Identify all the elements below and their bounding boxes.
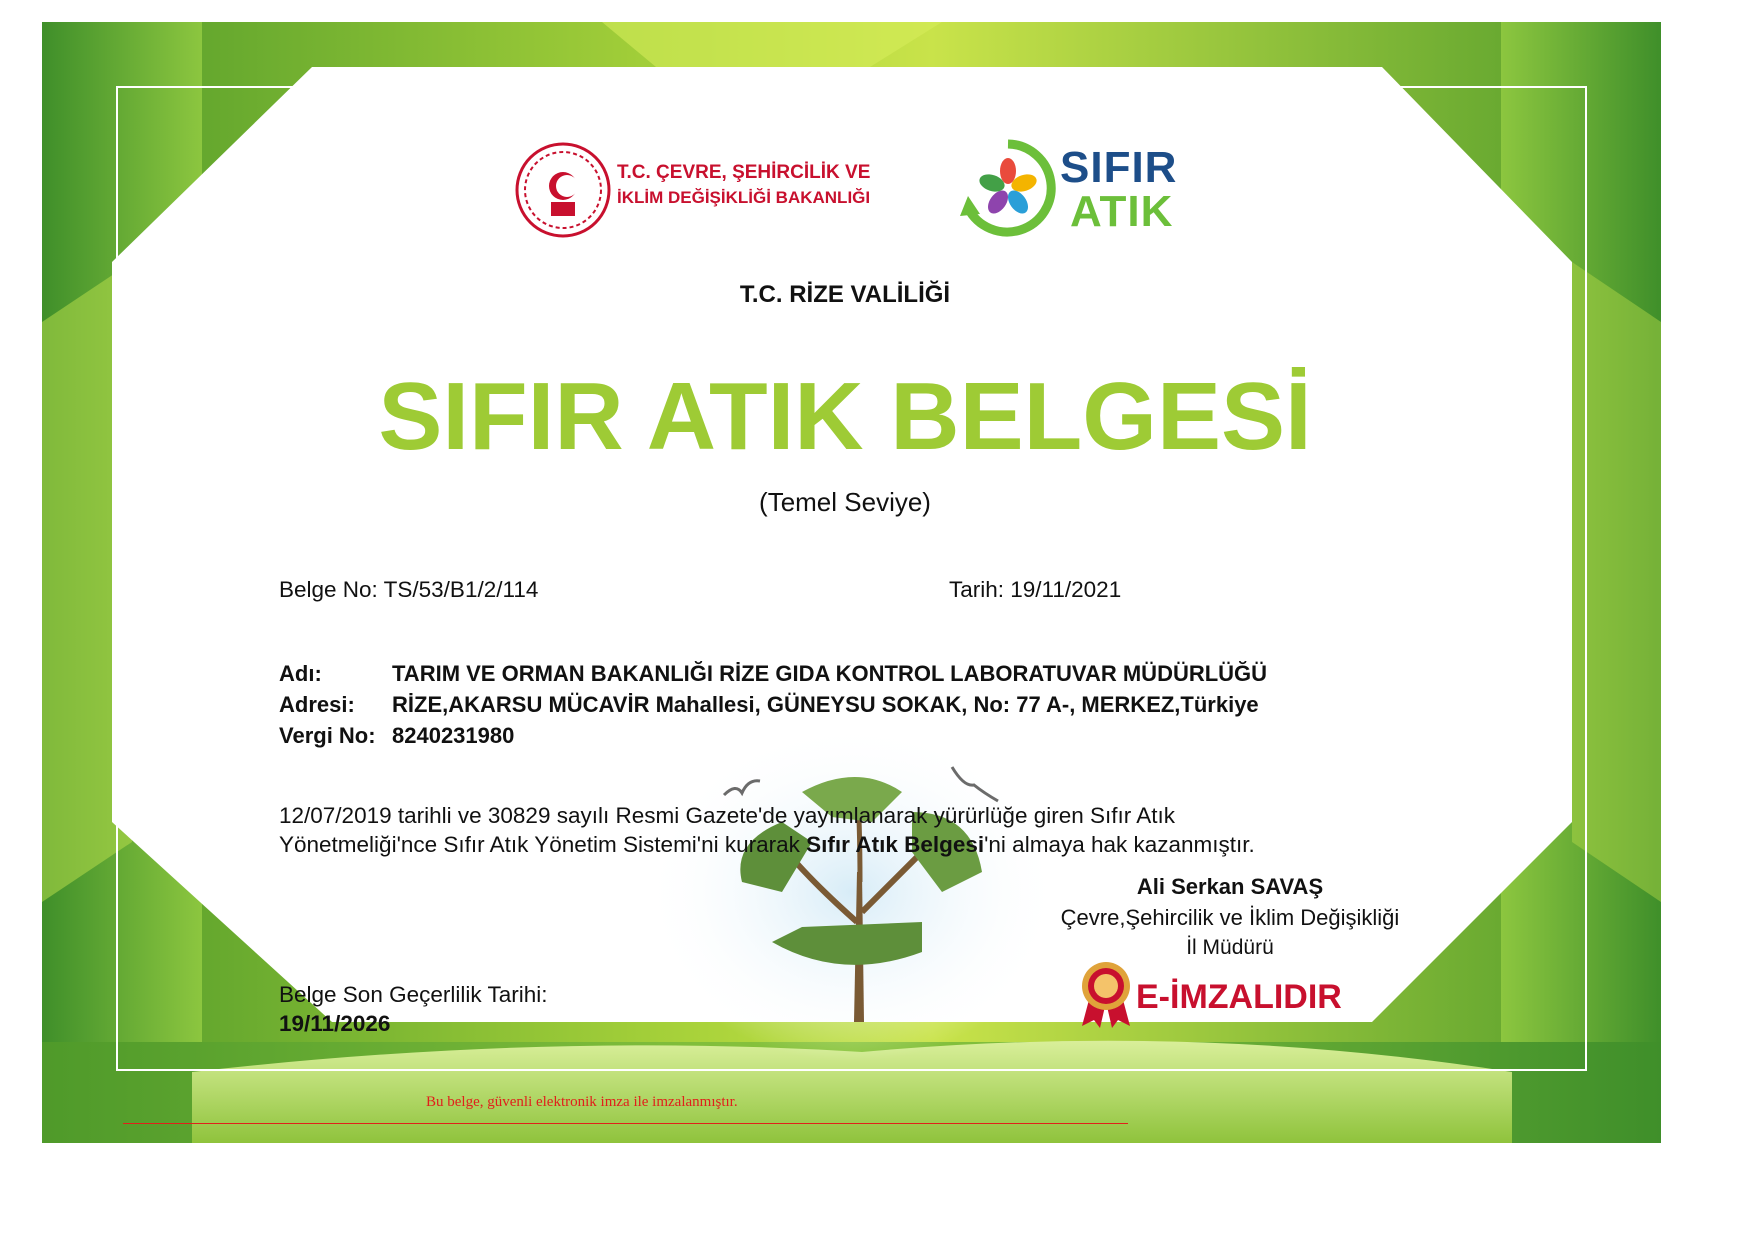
bird-icon [722,775,762,805]
ministry-emblem-icon [513,140,613,240]
sifir-atik-line1: SIFIR [1060,143,1178,192]
validity-date: 19/11/2026 [279,1011,391,1036]
e-signature-note: Bu belge, güvenli elektronik imza ile imzalanmıştır. [426,1094,738,1110]
sifir-atik-line2: ATIK [1070,187,1174,236]
statement-line2-pre: Yönetmeliği'nce Sıfır Atık Yönetim Sistemi'ni kurarak [279,832,807,857]
signatory-title1: Çevre,Şehircilik ve İklim Değişikliği [1060,905,1400,930]
seal-ribbon-icon [1078,960,1134,1030]
adi-label: Adı: [279,661,322,686]
authority-heading: T.C. RİZE VALİLİĞİ [739,281,951,308]
signatory-title2: İl Müdürü [1186,936,1274,959]
adi-value: TARIM VE ORMAN BAKANLIĞI RİZE GIDA KONTROL LABORATUVAR MÜDÜRLÜĞÜ [392,661,1268,686]
statement-line1: 12/07/2019 tarihli ve 30829 sayılı Resmi Gazete'de yayımlanarak yürürlüğe giren Sıfır Atık [279,803,1176,828]
certificate-level: (Temel Seviye) [759,487,931,517]
adresi-value: RİZE,AKARSU MÜCAVİR Mahallesi, GÜNEYSU SOKAK, No: 77 A-, MERKEZ,Türkiye [392,692,1259,717]
ministry-name-line2: İKLİM DEĞİŞİKLİĞİ BAKANLIĞI [617,188,871,207]
e-imza-badge [1078,960,1358,1030]
bird-icon [950,765,1000,805]
ministry-logo [513,140,893,240]
statement-line2-bold: Sıfır Atık Belgesi [806,832,985,857]
adresi-label: Adresi: [279,692,355,717]
ministry-name-line1: T.C. ÇEVRE, ŞEHİRCİLİK VE [617,162,871,183]
signatory-name: Ali Serkan SAVAŞ [1136,874,1324,899]
tarih: Tarih: 19/11/2021 [949,577,1122,602]
e-imza-text: E-İMZALIDIR [1136,978,1342,1016]
footer-divider [123,1123,1128,1124]
statement-line2 [279,832,1255,858]
sifir-atik-logo [958,135,1178,245]
sifir-atik-flower-icon [958,138,1058,238]
validity-label: Belge Son Geçerlilik Tarihi: [279,982,548,1007]
vergi-value: 8240231980 [392,723,515,748]
belge-no: Belge No: TS/53/B1/2/114 [279,577,539,602]
vergi-label: Vergi No: [279,723,376,748]
statement-line2-post: 'ni almaya hak kazanmıştır. [984,832,1255,857]
certificate-title: SIFIR ATIK BELGESİ [378,363,1312,470]
